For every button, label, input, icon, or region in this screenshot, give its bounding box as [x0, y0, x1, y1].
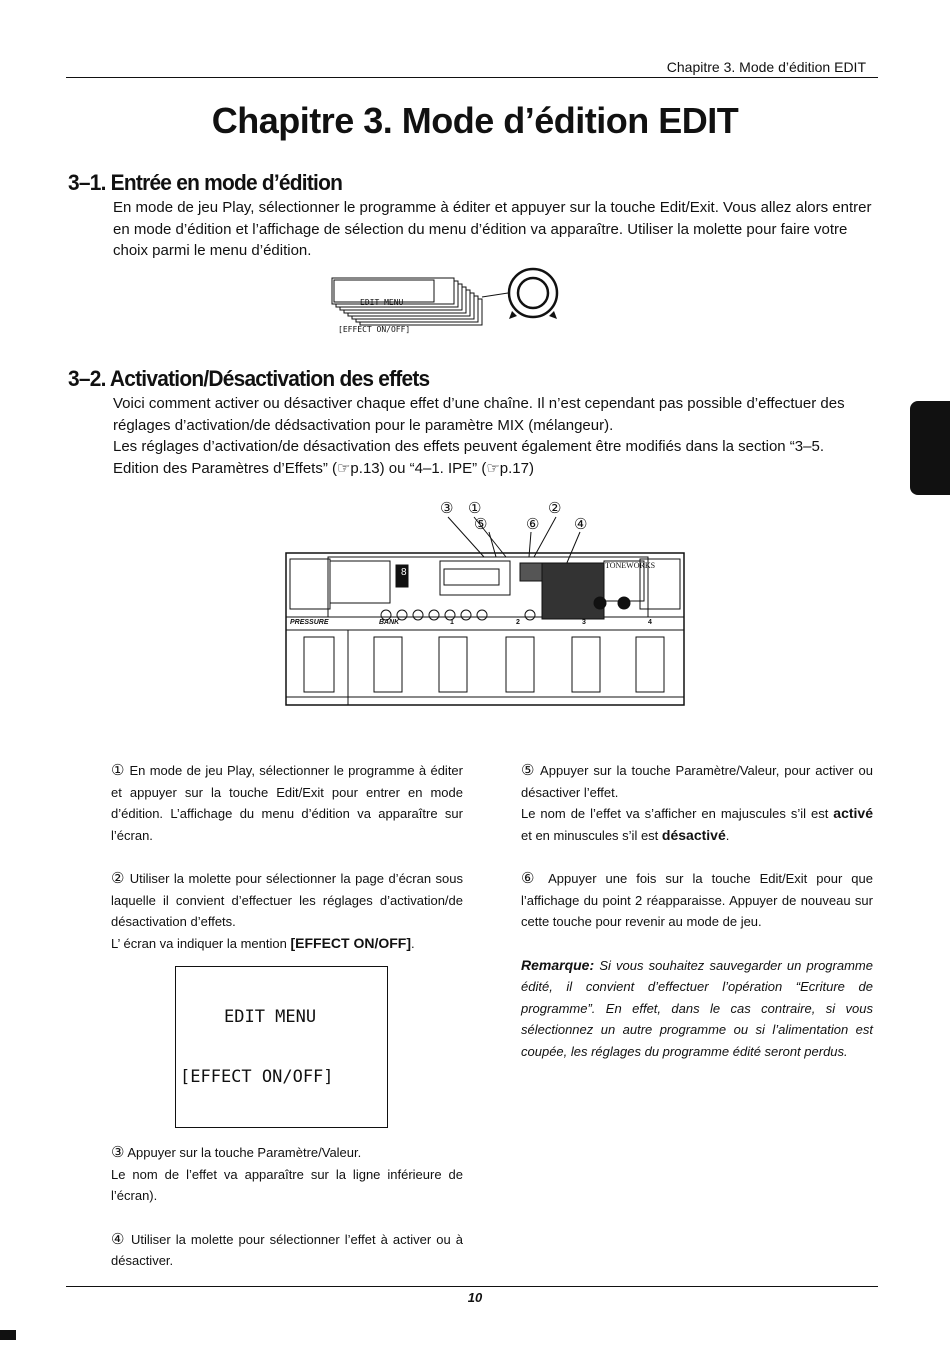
- step-2-mention-bold: [EFFECT ON/OFF]: [290, 934, 412, 951]
- pedal-number-3: 3: [582, 619, 586, 626]
- step-4: [111, 1229, 463, 1272]
- pressure-label: PRESSURE: [290, 619, 329, 626]
- step-5-detail-suffix: .: [725, 827, 730, 843]
- step-3: [111, 1142, 463, 1164]
- brand-logo: TONEWORKS: [605, 561, 656, 570]
- step-5-detail-inactive: désactivé: [661, 826, 726, 843]
- illustration-lcd-line-2: [EFFECT ON/OFF]: [338, 325, 411, 334]
- step-4-number: ④: [111, 1230, 126, 1248]
- step-5: [521, 760, 873, 803]
- lcd-line-2: [EFFECT ON/OFF]: [180, 1067, 334, 1087]
- device-diagram: [284, 497, 688, 709]
- corner-mark: [0, 1330, 16, 1340]
- callout-4: ④: [574, 516, 588, 533]
- page-number: 10: [467, 1290, 483, 1305]
- section-2-text-2: Les réglages d’activation/de désactivation des effets peuvent également être modifiés dans la section “3–5. Edition des Paramètres d’Effets” (☞p.13) ou “4–1. IPE” (☞p.17): [113, 438, 824, 477]
- step-6-text: Appuyer une fois sur la touche Edit/Exit pour que l’affichage du point 2 réapparaisse. Appuyer de nouveau sur cette touche pour revenir au mode de jeu.: [521, 871, 873, 929]
- callout-5: ⑤: [474, 516, 488, 533]
- step-3-number: ③: [111, 1144, 125, 1161]
- chapter-tab: [910, 401, 950, 495]
- header-rule: [66, 77, 878, 78]
- pedal-number-2: 2: [516, 619, 520, 626]
- chapter-title: Chapitre 3. Mode d’édition EDIT: [211, 100, 739, 141]
- illustration-lcd-line-1: EDIT MENU: [360, 298, 404, 307]
- step-3-text: Appuyer sur la touche Paramètre/Valeur.: [127, 1145, 362, 1160]
- step-5-detail-prefix: Le nom de l’effet va s’afficher en majuscules s’il est: [521, 806, 834, 821]
- section-1-text: En mode de jeu Play, sélectionner le programme à éditer et appuyer sur la touche Edit/Exit. Vous allez alors entrer en mode d’édition et l’affichage de sélection du menu d’édition va apparaître. Utiliser la molette pour faire votre choix parmi le menu d’édition.: [113, 199, 872, 259]
- note: [521, 955, 873, 1063]
- callout-6: ⑥: [526, 516, 540, 533]
- section-2-text-1: Voici comment activer ou désactiver chaque effet d’une chaîne. Il n’est cependant pas possible d’effectuer des réglages d’activation/de dédsactivation pour le paramètre MIX (mélangeur).: [113, 395, 845, 434]
- callout-1: ①: [468, 500, 482, 517]
- step-2: [111, 868, 463, 933]
- step-1: [111, 760, 463, 846]
- note-label: Remarque:: [521, 956, 595, 973]
- edit-menu-illustration: [330, 265, 580, 334]
- callout-3: ③: [440, 500, 454, 517]
- lcd-line-1: EDIT MENU: [224, 1007, 317, 1027]
- right-column: [521, 760, 873, 1062]
- step-1-text: En mode de jeu Play, sélectionner le programme à éditer et appuyer sur la touche Edit/Exit pour entrer en mode d’édition. L’affichage du menu d’édition va apparaître sur l’écran.: [111, 763, 463, 843]
- step-2-mention-suffix: .: [411, 935, 415, 951]
- step-2-mention: [111, 933, 463, 955]
- section-1-title: 3–1. Entrée en mode d’édition: [68, 170, 343, 195]
- left-column: [111, 760, 463, 1272]
- step-2-text: Utiliser la molette pour sélectionner la page d’écran sous laquelle il convient d’effectuer les réglages d’activation/de désactivation d’effets.: [111, 871, 463, 929]
- step-2-number: ②: [111, 870, 126, 887]
- callout-2: ②: [548, 500, 562, 517]
- step-2-mention-prefix: L’ écran va indiquer la mention: [111, 935, 291, 951]
- section-2-title: 3–2. Activation/Désactivation des effets: [68, 366, 430, 391]
- note-text: Si vous souhaitez sauvegarder un programme édité, il convient d’effectuer l’opération “Ecriture de programme”. En effet, dans le cas contraire, si vous sélectionnez un autre programme ou si l’alimentation est coupée, les réglages du programme édité seront perdus.: [521, 957, 873, 1059]
- step-5-detail-active: activé: [833, 805, 873, 821]
- step-1-number: ①: [111, 762, 126, 779]
- display-digit: 8: [401, 567, 407, 578]
- step-6-number: ⑥: [521, 870, 540, 887]
- step-6: [521, 868, 873, 933]
- pedal-number-4: 4: [648, 619, 652, 626]
- footer-rule: [66, 1286, 878, 1287]
- step-5-detail: [521, 803, 873, 846]
- step-5-detail-middle: et en minuscules s’il est: [521, 827, 662, 843]
- lcd-display: [175, 966, 388, 1128]
- step-5-number: ⑤: [521, 762, 536, 779]
- step-5-text: Appuyer sur la touche Paramètre/Valeur, pour activer ou désactiver l’effet.: [521, 763, 873, 800]
- step-3-detail: Le nom de l’effet va apparaître sur la ligne inférieure de l’écran).: [111, 1166, 463, 1203]
- step-4-text: Utiliser la molette pour sélectionner l’effet à activer ou à désactiver.: [111, 1231, 463, 1268]
- bank-label: BANK: [379, 619, 400, 626]
- running-header: Chapitre 3. Mode d’édition EDIT: [666, 59, 866, 75]
- pedal-number-1: 1: [450, 619, 454, 626]
